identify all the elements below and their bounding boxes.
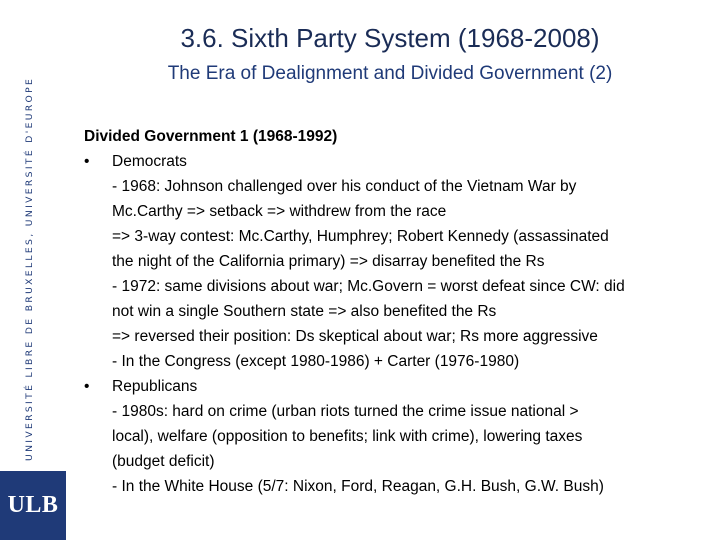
text-line: => reversed their position: Ds skeptical about war; Rs more aggressive xyxy=(112,328,598,345)
slide-subtitle: The Era of Dealignment and Divided Government (2) xyxy=(167,63,613,84)
bullet-dot-icon: • xyxy=(84,153,90,170)
bullet-republicans xyxy=(84,374,710,399)
text-line: local), welfare (opposition to benefits; link with crime), lowering taxes xyxy=(112,428,583,445)
university-name-vertical: UNIVERSITÉ LIBRE DE BRUXELLES, UNIVERSITÉ D'EUROPE xyxy=(24,76,35,461)
ulb-logo: ULB xyxy=(0,471,66,540)
text-line: => 3-way contest: Mc.Carthy, Humphrey; Robert Kennedy (assassinated xyxy=(112,228,609,245)
section-heading: Divided Government 1 (1968-1992) xyxy=(84,128,338,145)
republicans-section xyxy=(84,374,710,499)
text-line: the night of the California primary) => disarray benefited the Rs xyxy=(112,253,545,270)
text-line: - 1968: Johnson challenged over his conduct of the Vietnam War by xyxy=(112,178,577,195)
text-line: not win a single Southern state => also benefited the Rs xyxy=(112,303,497,320)
slide-header xyxy=(85,18,695,88)
text-line: Mc.Carthy => setback => withdrew from the race xyxy=(112,203,447,220)
text-line: - In the White House (5/7: Nixon, Ford, Reagan, G.H. Bush, G.W. Bush) xyxy=(112,478,604,495)
democrats-section xyxy=(84,149,710,374)
text-line: - 1980s: hard on crime (urban riots turned the crime issue national > xyxy=(112,403,579,420)
bullet-dot-icon: • xyxy=(84,378,90,395)
bullet-label: Republicans xyxy=(112,378,198,395)
text-line: - In the Congress (except 1980-1986) + Carter (1976-1980) xyxy=(112,353,520,370)
slide-body xyxy=(84,124,710,499)
bullet-democrats xyxy=(84,149,710,174)
sidebar-branding xyxy=(0,0,68,540)
slide-title: 3.6. Sixth Party System (1968-2008) xyxy=(180,23,600,53)
text-line: - 1972: same divisions about war; Mc.Govern = worst defeat since CW: did xyxy=(112,278,625,295)
text-line: (budget deficit) xyxy=(112,453,215,470)
bullet-label: Democrats xyxy=(112,153,187,170)
